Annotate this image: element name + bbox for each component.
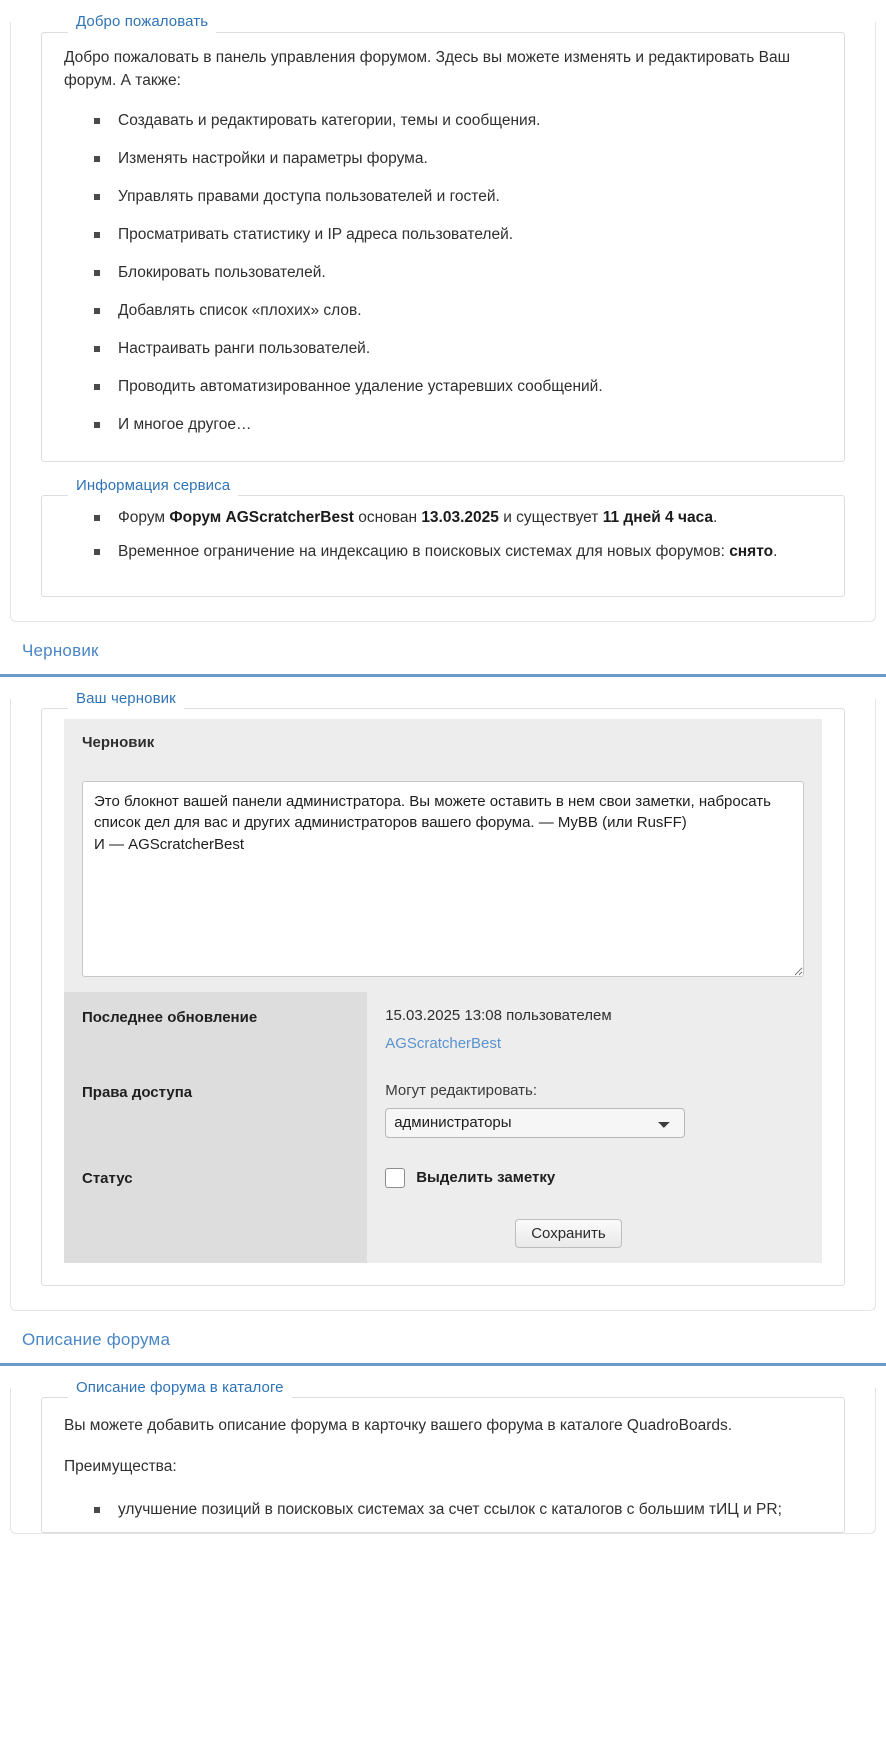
forum-description-section	[0, 1329, 886, 1535]
list-item: Настраивать ранги пользователей.	[92, 337, 822, 361]
forum-description-panel	[10, 1378, 876, 1535]
permissions-caption: Могут редактировать:	[385, 1081, 537, 1099]
forum-age-prefix: Форум	[118, 508, 170, 526]
last-update-cell	[367, 992, 822, 1067]
permissions-label: Права доступа	[64, 1067, 367, 1153]
list-item: Добавлять список «плохих» слов.	[92, 299, 822, 323]
highlight-note-check-row	[385, 1168, 804, 1188]
draft-fieldbox	[41, 689, 845, 1286]
service-info-legend: Информация сервиса	[68, 476, 238, 496]
draft-textarea-row	[64, 766, 822, 992]
actions-cell	[367, 1204, 822, 1263]
welcome-capability-list	[64, 109, 822, 437]
forum-description-fieldbox	[41, 1378, 845, 1534]
last-update-user-link[interactable]: AGScratcherBest	[385, 1034, 502, 1052]
description-paragraph-2: Преимущества:	[64, 1457, 177, 1475]
actions-empty-cell	[64, 1204, 367, 1263]
table-row-status	[64, 1153, 822, 1204]
draft-panel	[10, 689, 876, 1311]
welcome-legend: Добро пожаловать	[68, 12, 216, 32]
list-item: Создавать и редактировать категории, темы и сообщения.	[92, 109, 822, 133]
table-row-last-update	[64, 992, 822, 1067]
draft-form-table	[64, 719, 822, 1263]
draft-editor-row	[64, 719, 822, 766]
status-cell	[367, 1153, 822, 1204]
indexing-status: снято	[729, 542, 774, 560]
service-info-fieldbox	[41, 476, 845, 597]
forum-description-heading: Описание форума	[0, 1329, 886, 1366]
welcome-fieldbox	[41, 13, 845, 462]
description-benefits-list	[64, 1498, 822, 1522]
draft-section-heading: Черновик	[0, 640, 886, 677]
forum-founded-date: 13.03.2025	[421, 508, 499, 526]
highlight-note-label[interactable]: Выделить заметку	[416, 1169, 556, 1187]
last-update-value: 15.03.2025 13:08 пользователем	[385, 1006, 612, 1024]
list-item: И многое другое…	[92, 413, 822, 437]
highlight-note-checkbox[interactable]	[385, 1168, 405, 1188]
forum-description-legend: Описание форума в каталоге	[68, 1378, 292, 1398]
list-item: улучшение позиций в поисковых системах за счет ссылок с каталогов с большим тИЦ и PR;	[92, 1498, 822, 1522]
forum-age-mid2: и существует	[498, 508, 603, 526]
last-update-label: Последнее обновление	[64, 992, 367, 1067]
table-row-actions	[64, 1204, 822, 1263]
permissions-select[interactable]	[385, 1108, 685, 1138]
description-paragraph-1: Вы можете добавить описание форума в карточку вашего форума в каталоге QuadroBoards.	[64, 1416, 733, 1434]
indexing-suffix: .	[773, 542, 778, 560]
indexing-text: Временное ограничение на индексацию в поисковых системах для новых форумов:	[118, 542, 730, 560]
list-item: Просматривать статистику и IP адреса пользователей.	[92, 223, 822, 247]
draft-field-label: Черновик	[64, 719, 822, 766]
draft-section	[0, 640, 886, 1311]
forum-founded-mid: основан	[353, 508, 422, 526]
forum-age-suffix: .	[713, 508, 718, 526]
service-info-list	[64, 506, 822, 564]
list-item: Блокировать пользователей.	[92, 261, 822, 285]
welcome-panel	[10, 13, 876, 622]
list-item: Изменять настройки и параметры форума.	[92, 147, 822, 171]
forum-age-value: 11 дней 4 часа	[602, 508, 714, 526]
draft-textarea[interactable]	[82, 781, 804, 977]
permissions-cell	[367, 1067, 822, 1153]
welcome-intro-text: Добро пожаловать в панель управления форумом. Здесь вы можете изменять и редактировать Ваш форум. А также:	[64, 49, 791, 90]
draft-legend: Ваш черновик	[68, 689, 184, 709]
save-button[interactable]: Сохранить	[515, 1219, 622, 1248]
list-item: Управлять правами доступа пользователей и гостей.	[92, 185, 822, 209]
list-item-indexing	[92, 540, 822, 564]
list-item-forum-age	[92, 506, 822, 530]
status-label: Статус	[64, 1153, 367, 1204]
table-row-permissions	[64, 1067, 822, 1153]
list-item: Проводить автоматизированное удаление устаревших сообщений.	[92, 375, 822, 399]
forum-name: Форум AGScratcherBest	[169, 508, 354, 526]
